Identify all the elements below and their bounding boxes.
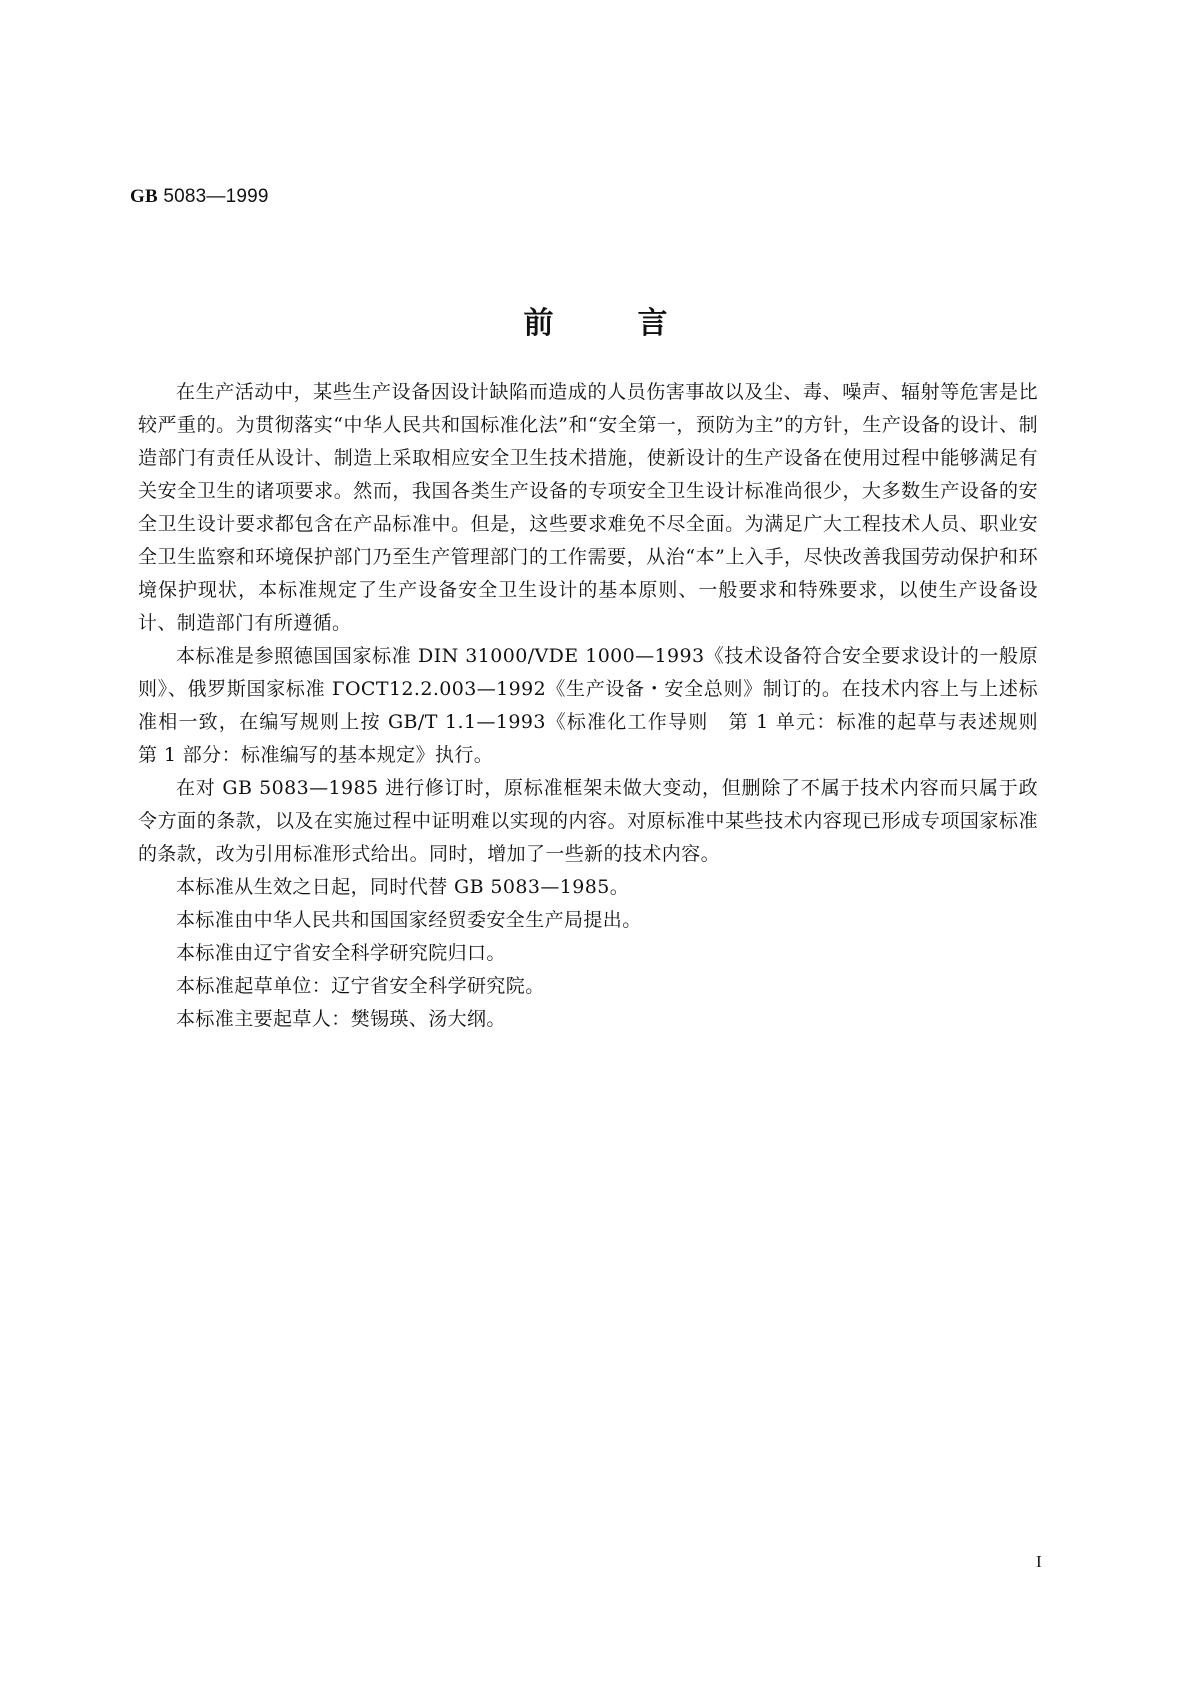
page-number: I [1036, 1552, 1042, 1571]
paragraph: 本标准是参照德国国家标准 DIN 31000/VDE 1000—1993《技术设备符合安全要求设计的一般原则》、俄罗斯国家标准 ГОСТ12.2.003—1992《生产设备・安全总则》制订的。在技术内容上与上述标准相一致，在编写规则上按 GB/T 1.1—1993《标准化工作导则 第 1 单元：标准的起草与表述规则 第 1 部分：标准编写的基本规定》执行。 [138, 645, 1058, 766]
paragraph: 本标准由辽宁省安全科学研究院归口。 [176, 942, 506, 964]
paragraph: 在生产活动中，某些生产设备因设计缺陷而造成的人员伤害事故以及尘、毒、噪声、辐射等危害是比较严重的。为贯彻落实“中华人民共和国标准化法”和“安全第一，预防为主”的方针，生产设备的设计、制造部门有责任从设计、制造上采取相应安全卫生技术措施，使新设计的生产设备在使用过程中能够满足有关安全卫生的诸项要求。然而，我国各类生产设备的专项安全卫生设计标准尚很少，大多数生产设备的安全卫生设计要求都包含在产品标准中。但是，这些要求难免不尽全面。为满足广大工程技术人员、职业安全卫生监察和环境保护部门乃至生产管理部门的工作需要，从治“本”上入手，尽快改善我国劳动保护和环境保护现状，本标准规定了生产设备安全卫生设计的基本原则、一般要求和特殊要求，以使生产设备设计、制造部门有所遵循。 [138, 381, 1038, 634]
paragraph: 本标准由中华人民共和国国家经贸委安全生产局提出。 [176, 909, 642, 931]
paragraph: 本标准起草单位：辽宁省安全科学研究院。 [176, 975, 545, 997]
document-code-number: 5083—1999 [163, 186, 269, 207]
page-title: 前言 [523, 306, 752, 341]
document-code-prefix: GB [130, 186, 158, 207]
paragraph: 本标准从生效之日起，同时代替 GB 5083—1985。 [176, 876, 630, 898]
paragraph: 在对 GB 5083—1985 进行修订时，原标准框架未做大变动，但删除了不属于技术内容而只属于政令方面的条款，以及在实施过程中证明难以实现的内容。对原标准中某些技术内容现已形成专项国家标准的条款，改为引用标准形式给出。同时，增加了一些新的技术内容。 [138, 777, 1038, 865]
paragraph: 本标准主要起草人：樊锡瑛、汤大纲。 [176, 1008, 506, 1030]
document-code [130, 186, 269, 208]
foreword-body [138, 376, 1058, 1036]
